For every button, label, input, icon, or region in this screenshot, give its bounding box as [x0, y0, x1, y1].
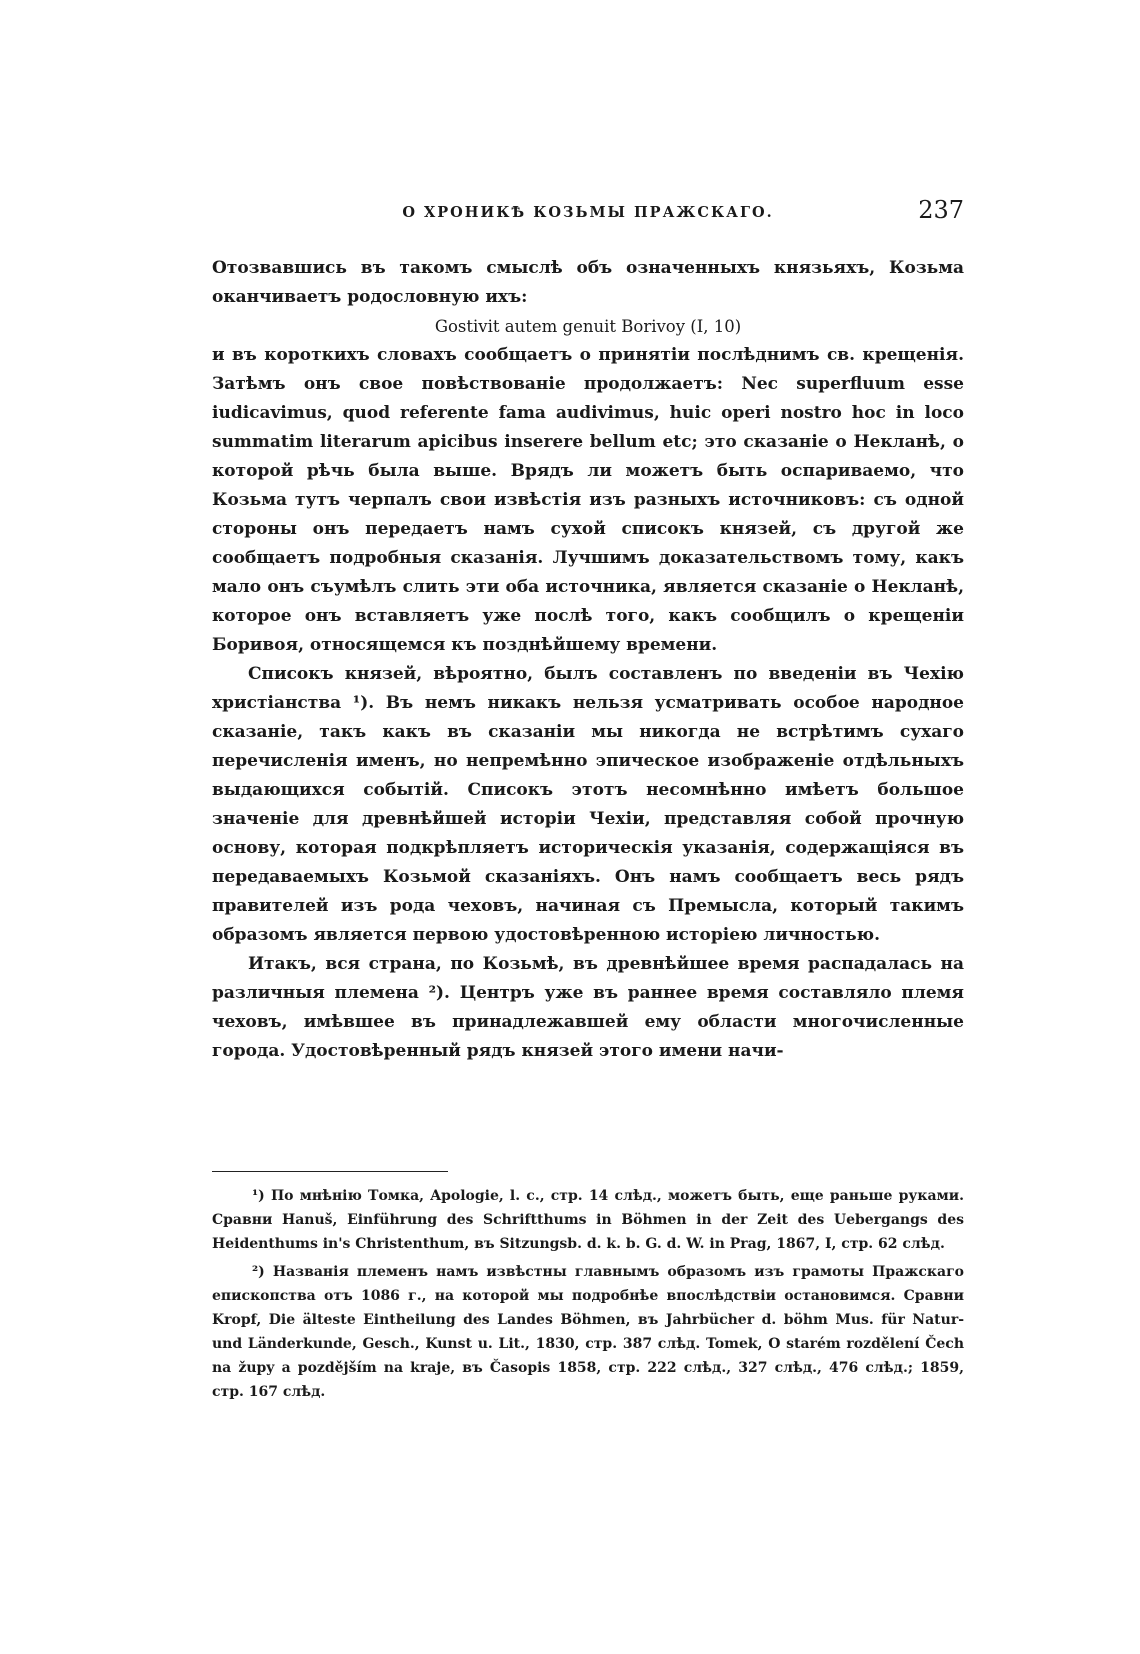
main-text [212, 254, 964, 1066]
footnote-separator [212, 1171, 448, 1172]
paragraph-4: Итакъ, вся страна, по Козьмѣ, въ древнѣйшее время распадалась на различныя племена ²). Центръ уже въ раннее время составляло племя чеховъ, имѣвшее въ принадлежавшей ему области многочисленные города. Удостовѣренный рядъ князей этого имени начи- [212, 954, 964, 1061]
page-header [212, 196, 964, 232]
paragraph-2: и въ короткихъ словахъ сообщаетъ о принятіи послѣднимъ св. крещенія. Затѣмъ онъ свое повѣствованіе продолжаетъ: Nec superfluum esse iudicavimus, quod referente fama audivimus, huic operi nostro hoc in loco summatim literarum apicibus inserere bellum etc; это сказаніе о Некланѣ, о которой рѣчь была выше. Врядъ ли можетъ быть оспариваемо, что Козьма тутъ черпалъ свои извѣстія изъ разныхъ источниковъ: съ одной стороны онъ передаетъ намъ сухой списокъ князей, съ другой же сообщаетъ подробныя сказанія. Лучшимъ доказательствомъ тому, какъ мало онъ съумѣлъ слить эти оба источника, является сказаніе о Некланѣ, которое онъ вставляетъ уже послѣ того, какъ сообщилъ о крещеніи Боривоя, относящемся къ позднѣйшему времени. [212, 345, 964, 655]
paragraph-3: Списокъ князей, вѣроятно, былъ составленъ по введеніи въ Чехію христіанства ¹). Въ немъ никакъ нельзя усматривать особое народное сказаніе, такъ какъ въ сказаніи мы никогда не встрѣтимъ сухаго перечисленія именъ, но непремѣнно эпическое изображеніе отдѣльныхъ выдающихся событій. Списокъ этотъ несомнѣнно имѣетъ большое значеніе для древнѣйшей исторіи Чехіи, представляя собой прочную основу, которая подкрѣпляетъ историческія указанія, содержащіяся въ передаваемыхъ Козьмой сказаніяхъ. Онъ намъ сообщаетъ весь рядъ правителей изъ рода чеховъ, начиная съ Премысла, который такимъ образомъ является первою удостовѣренною исторіею личностью. [212, 664, 964, 945]
page-number: 237 [918, 196, 964, 224]
latin-quote: Gostivit autem genuit Borivoy (I, 10) [434, 317, 742, 336]
paragraph-1: Отозвавшись въ такомъ смыслѣ объ означенныхъ князьяхъ, Козьма оканчиваетъ родословную ихъ: [212, 258, 964, 307]
footnotes [212, 1184, 964, 1408]
running-title: О ХРОНИКѢ КОЗЬМЫ ПРАЖСКАГО. [402, 204, 774, 221]
footnote-1: ¹) По мнѣнію Томка, Apologie, l. c., стр. 14 слѣд., можетъ быть, еще раньше руками. Сравни Hanuš, Einführung des Schriftthums in Böhmen in der Zeit des Uebergangs des Heidenthums in's Christenthum, въ Sitzungsb. d. k. b. G. d. W. in Prag, 1867, I, стр. 62 слѣд. [212, 1188, 964, 1252]
footnote-2: ²) Названія племенъ намъ извѣстны главнымъ образомъ изъ грамоты Пражскаго епископства отъ 1086 г., на которой мы подробнѣе впослѣдствіи остановимся. Сравни Kropf, Die älteste Eintheilung des Landes Böhmen, въ Jahrbücher d. böhm Mus. für Natur- und Länderkunde, Gesch., Kunst u. Lit., 1830, стр. 387 слѣд. Tomek, O starém rozdělení Čech na župy a pozdějším na kraje, въ Časopis 1858, стр. 222 слѣд., 327 слѣд., 476 слѣд.; 1859, стр. 167 слѣд. [212, 1264, 964, 1400]
